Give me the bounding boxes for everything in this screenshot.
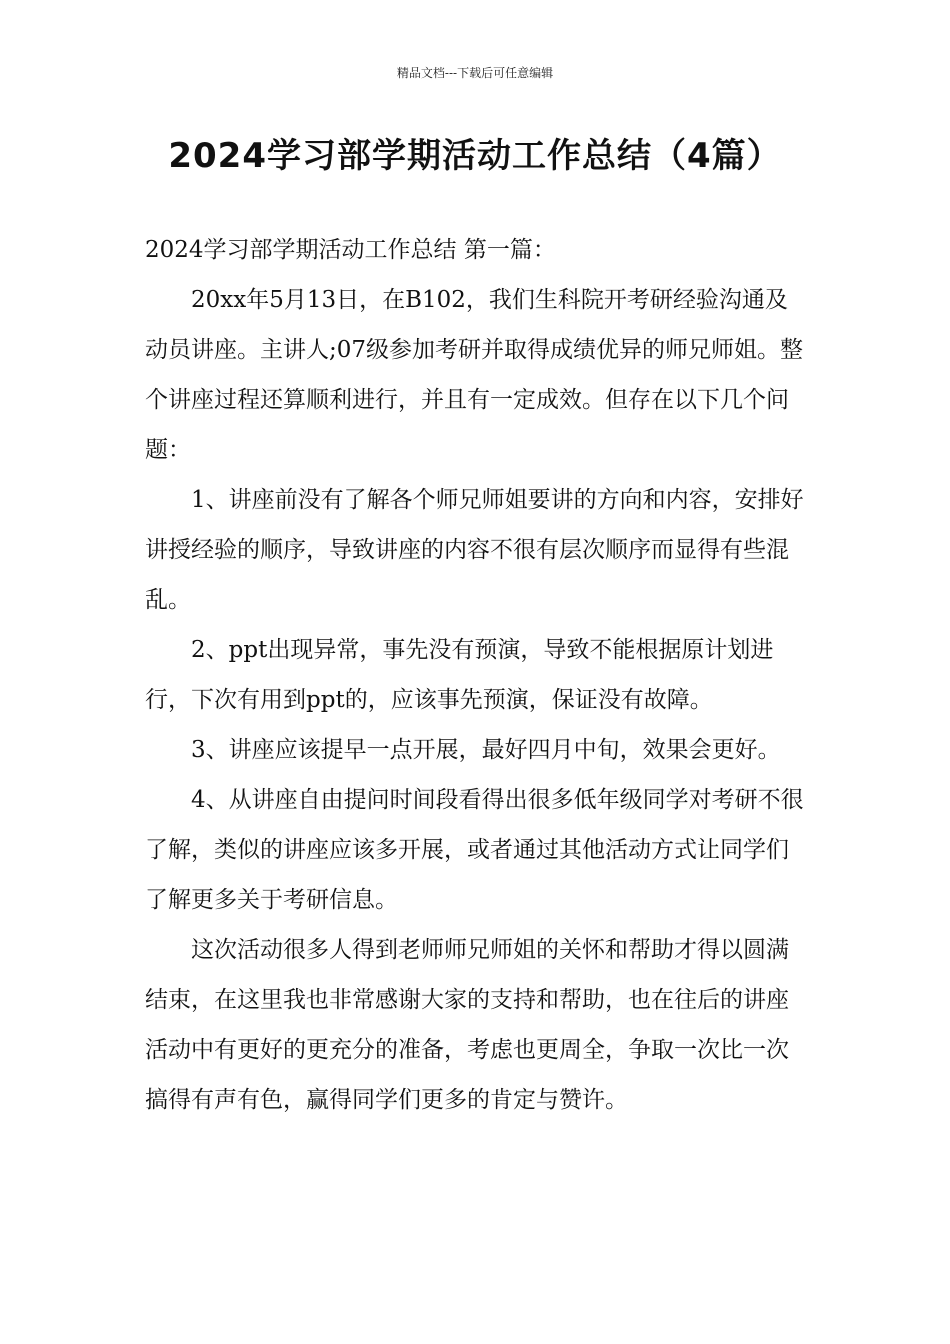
section-heading: 2024学习部学期活动工作总结 第一篇： [145, 237, 556, 263]
page-header: 精品文档---下载后可任意编辑 [396, 66, 554, 80]
document-body [145, 225, 810, 1125]
paragraph-issue-2: 2、ppt出现异常，事先没有预演，导致不能根据原计划进行，下次有用到ppt的，应该事先预演，保证没有故障。 [145, 637, 774, 713]
paragraph-issue-4: 4、从讲座自由提问时间段看得出很多低年级同学对考研不很了解，类似的讲座应该多开展，或者通过其他活动方式让同学们了解更多关于考研信息。 [145, 787, 804, 913]
document-title: 2024学习部学期活动工作总结（4篇） [168, 136, 782, 176]
paragraph-conclusion: 这次活动很多人得到老师师兄师姐的关怀和帮助才得以圆满结束，在这里我也非常感谢大家的支持和帮助，也在往后的讲座活动中有更好的更充分的准备，考虑也更周全，争取一次比一次搞得有声有色，赢得同学们更多的肯定与赞许。 [145, 937, 789, 1113]
paragraph-intro: 20xx年5月13日，在B102，我们生科院开考研经验沟通及动员讲座。主讲人;07级参加考研并取得成绩优异的师兄师姐。整个讲座过程还算顺利进行，并且有一定成效。但存在以下几个问题： [145, 287, 804, 463]
paragraph-issue-3: 3、讲座应该提早一点开展，最好四月中旬，效果会更好。 [191, 737, 781, 763]
paragraph-issue-1: 1、讲座前没有了解各个师兄师姐要讲的方向和内容，安排好讲授经验的顺序，导致讲座的内容不很有层次顺序而显得有些混乱。 [145, 487, 804, 613]
